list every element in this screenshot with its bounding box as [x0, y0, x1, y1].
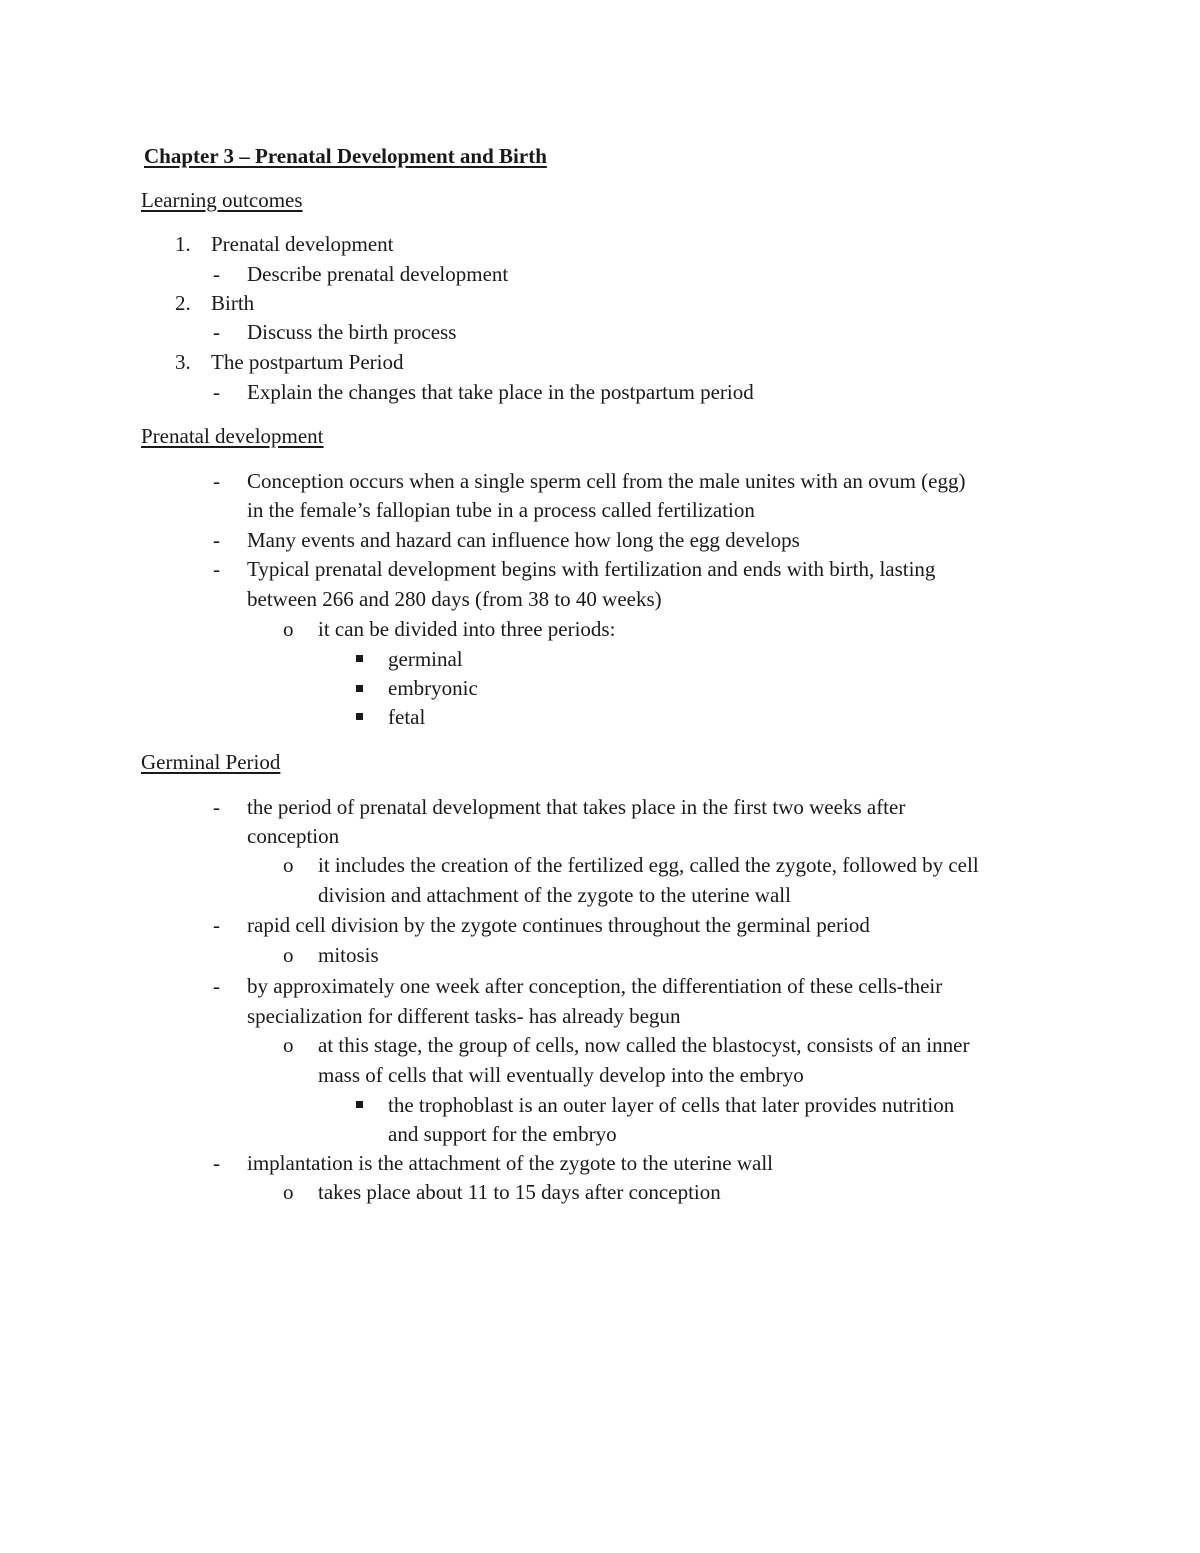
- page-title: Chapter 3 – Prenatal Development and Birth: [144, 144, 547, 168]
- dash-bullet: -: [213, 469, 220, 493]
- list-item-continuation: in the female’s fallopian tube in a process called fertilization: [247, 498, 755, 522]
- list-subitem-continuation: mass of cells that will eventually develop into the embryo: [318, 1063, 804, 1087]
- dash-bullet: -: [213, 528, 220, 552]
- circle-bullet: o: [283, 617, 294, 641]
- list-item: the period of prenatal development that takes place in the first two weeks after: [247, 795, 906, 819]
- list-subitem-continuation: division and attachment of the zygote to the uterine wall: [318, 883, 791, 907]
- square-bullet-icon: [356, 685, 363, 692]
- prenatal-development-heading: Prenatal development: [141, 424, 324, 448]
- list-item-continuation: conception: [247, 824, 340, 848]
- list-item: rapid cell division by the zygote continues throughout the germinal period: [247, 913, 870, 937]
- dash-bullet: -: [213, 974, 220, 998]
- learning-outcomes-heading: Learning outcomes: [141, 188, 303, 212]
- circle-bullet: o: [283, 943, 294, 967]
- list-subitem: Explain the changes that take place in the postpartum period: [247, 380, 754, 404]
- dash-bullet: -: [213, 262, 220, 286]
- square-bullet-icon: [356, 1101, 363, 1108]
- germinal-period-heading: Germinal Period: [141, 750, 281, 774]
- list-number: 3.: [175, 350, 191, 374]
- circle-bullet: o: [283, 1180, 294, 1204]
- dash-bullet: -: [213, 913, 220, 937]
- list-subitem: Discuss the birth process: [247, 320, 457, 344]
- list-item: The postpartum Period: [211, 350, 404, 374]
- square-bullet-icon: [356, 713, 363, 720]
- list-subitem: at this stage, the group of cells, now called the blastocyst, consists of an inner: [318, 1033, 970, 1057]
- list-subsubitem: the trophoblast is an outer layer of cells that later provides nutrition: [388, 1093, 955, 1117]
- square-bullet-icon: [356, 655, 363, 662]
- list-subitem: it includes the creation of the fertilized egg, called the zygote, followed by cell: [318, 853, 979, 877]
- list-number: 2.: [175, 291, 191, 315]
- list-item: Birth: [211, 291, 255, 315]
- list-item: by approximately one week after conception, the differentiation of these cells-their: [247, 974, 943, 998]
- list-item-continuation: between 266 and 280 days (from 38 to 40 weeks): [247, 587, 662, 611]
- dash-bullet: -: [213, 557, 220, 581]
- list-item: Prenatal development: [211, 232, 394, 256]
- list-item: implantation is the attachment of the zygote to the uterine wall: [247, 1151, 774, 1175]
- list-subitem: mitosis: [318, 943, 379, 967]
- dash-bullet: -: [213, 380, 220, 404]
- list-subitem: Describe prenatal development: [247, 262, 509, 286]
- list-item-continuation: specialization for different tasks- has already begun: [247, 1004, 681, 1028]
- dash-bullet: -: [213, 795, 220, 819]
- list-subitem: it can be divided into three periods:: [318, 617, 616, 641]
- list-number: 1.: [175, 232, 191, 256]
- list-item: Conception occurs when a single sperm cell from the male unites with an ovum (egg): [247, 469, 966, 493]
- circle-bullet: o: [283, 853, 294, 877]
- list-subsubitem: germinal: [388, 647, 463, 671]
- list-item: Typical prenatal development begins with fertilization and ends with birth, lasting: [247, 557, 936, 581]
- list-subsubitem: embryonic: [388, 676, 478, 700]
- list-subitem: takes place about 11 to 15 days after conception: [318, 1180, 721, 1204]
- list-subsubitem: fetal: [388, 705, 426, 729]
- list-item: Many events and hazard can influence how long the egg develops: [247, 528, 800, 552]
- circle-bullet: o: [283, 1033, 294, 1057]
- list-subsubitem-continuation: and support for the embryo: [388, 1122, 617, 1146]
- dash-bullet: -: [213, 1151, 220, 1175]
- dash-bullet: -: [213, 320, 220, 344]
